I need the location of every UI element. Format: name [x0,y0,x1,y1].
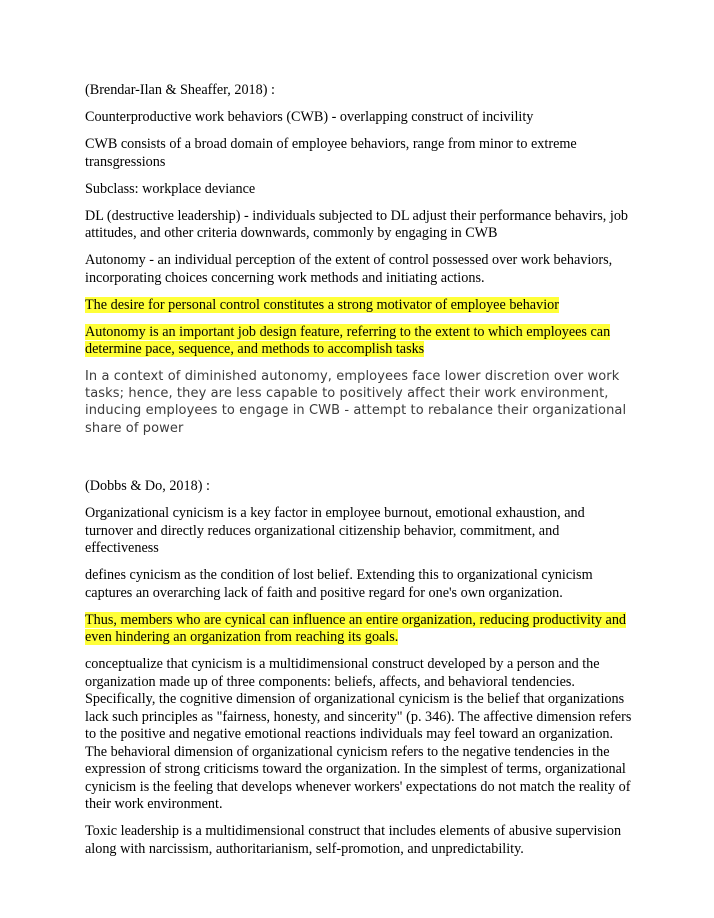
paragraph-toxic-leadership: Toxic leadership is a multidimensional construct that includes elements of abusive supervision along with narcissism, authoritarianism, self-promotion, and unpredictability. [85,823,622,857]
highlighted-paragraph-job-design [85,324,635,359]
section-spacer [85,446,635,478]
document-page [85,82,635,868]
paragraph-destructive-leadership: DL (destructive leadership) - individuals subjected to DL adjust their performance behavirs, job attitudes, and other criteria downwards, commonly by engaging in CWB [85,207,629,241]
citation-dobbs-do: (Dobbs & Do, 2018) : [85,478,210,495]
highlighted-paragraph-personal-control [85,297,635,315]
highlight-text: Thus, members who are cynical can influence an entire organization, reducing productivity and even hindering an organization from reaching its goals. [85,611,627,646]
paragraph-diminished-autonomy: In a context of diminished autonomy, employees face lower discretion over work tasks; hence, they are less capable to positively affect their work environment, inducing employees to engage in CWB - attempt to rebalance their organizational share of power [85,369,627,436]
highlighted-paragraph-cynical-members [85,612,635,647]
paragraph-subclass: Subclass: workplace deviance [85,180,256,197]
paragraph-autonomy: Autonomy - an individual perception of the extent of control possessed over work behaviors, incorporating choices concerning work methods and initiating actions. [85,252,613,286]
paragraph-cwb-definition: Counterproductive work behaviors (CWB) - overlapping construct of incivility [85,109,534,125]
citation-brendar-ilan: (Brendar-Ilan & Sheaffer, 2018) : [85,82,275,98]
highlight-text: The desire for personal control constitutes a strong motivator of employee behavior [85,296,559,313]
paragraph-lost-belief: defines cynicism as the condition of lost belief. Extending this to organizational cynicism captures an overarching lack of faith and positive regard for one's own organization. [85,567,593,601]
paragraph-organizational-cynicism: Organizational cynicism is a key factor in employee burnout, emotional exhaustion, and turnover and directly reduces organizational citizenship behavior, commitment, and effectiveness [85,505,585,557]
paragraph-cwb-domain: CWB consists of a broad domain of employee behaviors, range from minor to extreme transgressions [85,136,577,170]
highlight-text: Autonomy is an important job design feature, referring to the extent to which employees can determine pace, sequence, and methods to accomplish tasks [85,323,611,357]
paragraph-multidimensional-cynicism: conceptualize that cynicism is a multidimensional construct developed by a person and the organization made up of three components: beliefs, affects, and behavioral tendencies. Specifically, the cognitive dimension of organizational cynicism is the belief that organizations lack such principles as "fairness, honesty, and sincerity" (p. 346). The affective dimension refers to the positive and negative emotional reactions individuals may feel toward an organization. The behavioral dimension of organizational cynicism refers to the negative tendencies in the expression of strong criticisms toward the organization. In the simplest of terms, organizational cynicism is the feeling that develops whenever workers' expectations do not match the reality of their work environment. [85,656,632,813]
